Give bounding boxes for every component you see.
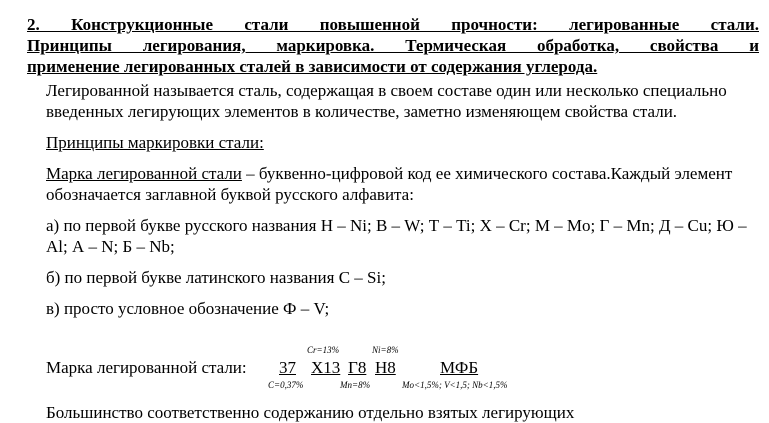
code-part-carbon: 37 [279,358,296,377]
note-cr: Cr=13% [307,345,340,355]
note-mn: Mn=8% [340,380,371,390]
mark-term: Марка легированной стали [46,164,242,183]
note-mo: Mo<1,5%; V<1,5; Nb<1,5% [402,380,508,390]
document-body [46,80,758,319]
mark-definition-text: – буквенно-цифровой код ее химического состава.Каждый элемент обозначается заглавной буквой русского алфавита: [46,164,733,204]
rule-c: в) просто условное обозначение Ф – V; [46,299,330,318]
note-ni: Ni=8% [372,345,399,355]
heading-line-2: Принципы легирования, маркировка. Термическая обработка, свойства и [27,36,759,55]
definition-paragraph: Легированной называется сталь, содержащая в своем составе один или несколько специально введенных легирующих элементов в количестве, заметно изменяющем свойства стали. [46,81,727,121]
code-part-manganese: Г8 [348,358,367,377]
mark-definition-paragraph [46,163,758,205]
rule-a: а) по первой букве русского названия Н – Ni; В – W; Т – Ti; Х – Cr; М – Mo; Г – Mn; Д – Cu; Ю – Al; А – N; Б – Nb; [46,216,747,256]
heading-line-1: 2. Конструкционные стали повышенной прочности: легированные стали. [27,15,759,34]
note-c: C=0,37% [268,380,304,390]
example-label: Марка легированной стали: [46,358,247,377]
rule-b: б) по первой букве латинского названия С – Si; [46,268,386,287]
section-heading [27,14,759,77]
cut-off-line: Большинство соответственно содержанию отдельно взятых легирующих [46,403,575,422]
code-part-chromium: Х13 [311,358,341,377]
principles-title: Принципы маркировки стали: [46,133,264,152]
heading-line-3: применение легированных сталей в зависимости от содержания углерода. [27,57,598,76]
code-part-nickel: Н8 [375,358,396,377]
code-part-rest: МФБ [440,358,479,377]
